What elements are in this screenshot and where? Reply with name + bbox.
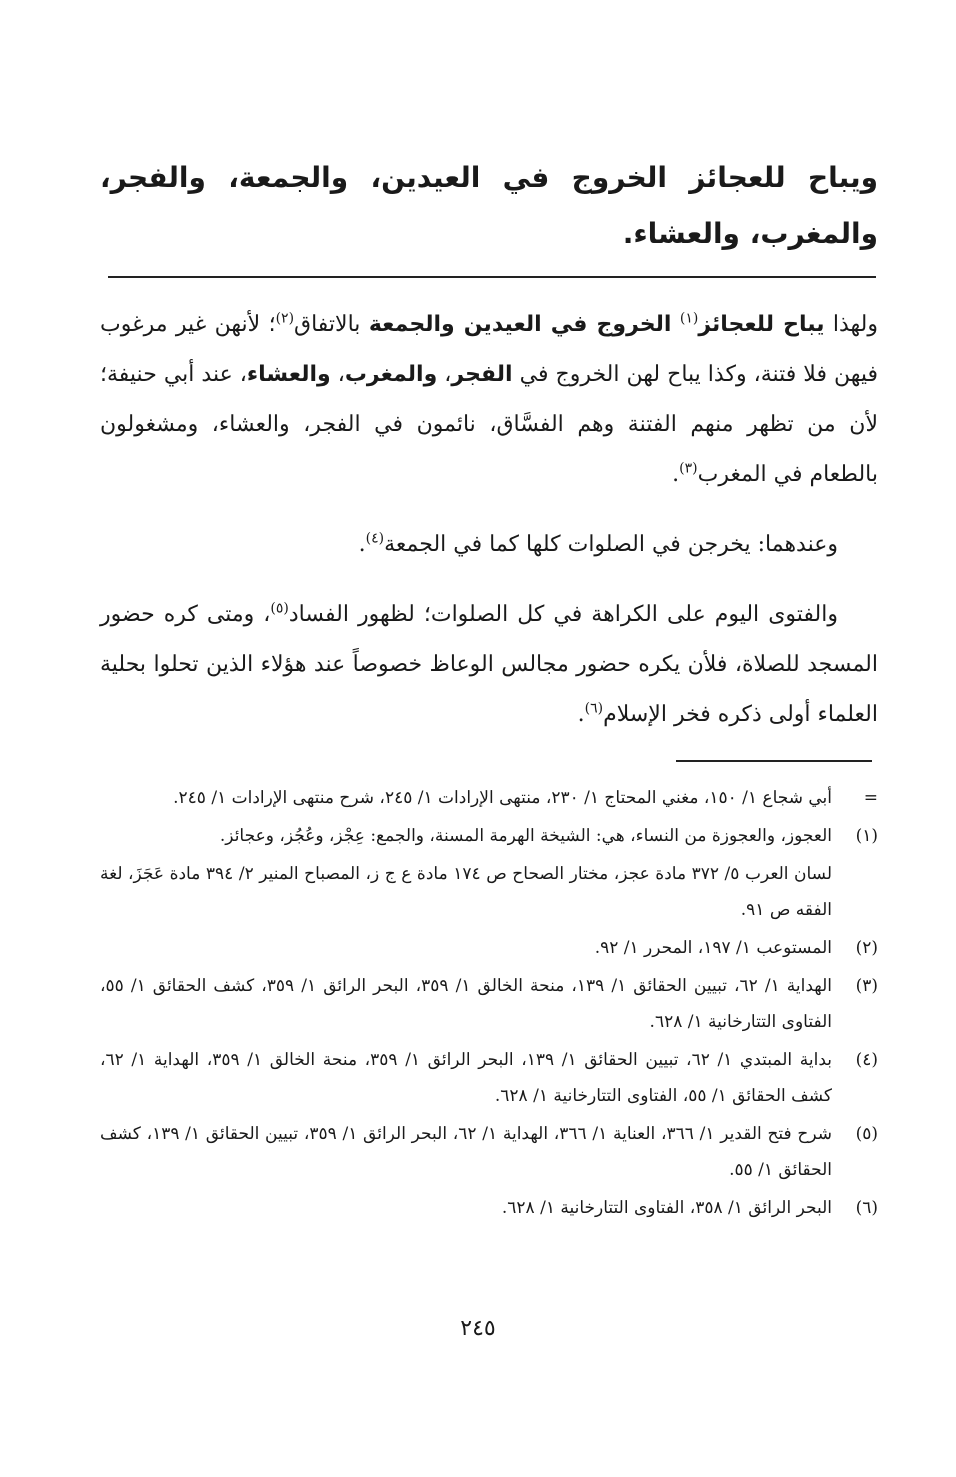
sharh-text: . xyxy=(672,462,680,487)
footnote-ref: (١) xyxy=(679,310,699,327)
footnote-text: البحر الرائق ١/ ٣٥٨، الفتاوى التتارخانية ١/ ٦٢٨. xyxy=(501,1198,832,1218)
footnote-text: شرح فتح القدير ١/ ٣٦٦، العناية ١/ ٣٦٦، الهداية ١/ ٦٢، البحر الرائق ١/ ٣٥٩، تبيين الحقائق ١/ ١٣٩، كشف الحقائق ١/ ٥٥. xyxy=(100,1124,833,1180)
sharh-text: . xyxy=(577,702,585,727)
matn-quote: والمغرب xyxy=(344,362,438,387)
footnote-separator-rule xyxy=(676,760,872,762)
matn-quote: يباح للعجائز xyxy=(698,312,825,337)
footnote-continuation xyxy=(100,780,878,816)
matn-text: ويباح للعجائز الخروج في العيدين، والجمعة، والفجر، والمغرب، والعشاء. xyxy=(100,161,878,250)
sharh-text: وعندهما: يخرجن في الصلوات كلها كما في الجمعة xyxy=(384,532,838,557)
matn-quote: الخروج في العيدين والجمعة xyxy=(368,312,672,337)
sharh-text: ، ومتى كره حضور المسجد للصلاة، فلأن يكره حضور مجالس الوعاظ خصوصاً عند هؤلاء الذين تحلوا بحلية العلماء أولى ذكره فخر الإسلام xyxy=(100,602,878,727)
sharh-text: ؛ لأنهن غير مرغوب فيهن فلا فتنة، وكذا يباح لهن الخروج في xyxy=(100,312,879,387)
continuation-marker: = xyxy=(863,788,878,808)
sharh-paragraph-2 xyxy=(100,520,878,570)
footnote-text: أبي شجاع ١/ ١٥٠، مغني المحتاج ١/ ٢٣٠، منتهى الإرادات ١/ ٢٤٥، شرح منتهى الإرادات ١/ ٢٤٥. xyxy=(173,788,832,808)
footnote-text: بداية المبتدي ١/ ٦٢، تبيين الحقائق ١/ ١٣٩، البحر الرائق ١/ ٣٥٩، منحة الخالق ١/ ٣٥٩، الهداية ١/ ٦٢، كشف الحقائق ١/ ٥٥، الفتاوى التتارخانية ١/ ٦٢٨. xyxy=(100,1050,832,1106)
footnote-number: (٦) xyxy=(855,1198,878,1218)
footnote-6 xyxy=(100,1190,878,1226)
footnote-3 xyxy=(100,968,878,1040)
sharh-text: ، xyxy=(437,362,452,387)
footnote-2 xyxy=(100,930,878,966)
sharh-paragraph-1 xyxy=(100,300,878,500)
sharh-text: والفتوى اليوم على الكراهة في كل الصلوات؛ لظهور الفساد xyxy=(288,602,838,627)
footnote-ref: (٢) xyxy=(275,310,295,327)
footnote-ref: (٤) xyxy=(365,530,385,547)
footnote-ref: (٣) xyxy=(679,460,698,477)
matn-quote: الفجر xyxy=(451,362,513,387)
sharh-body xyxy=(100,300,878,760)
footnote-4 xyxy=(100,1042,878,1114)
sharh-paragraph-3 xyxy=(100,590,878,740)
footnote-5 xyxy=(100,1116,878,1188)
matn-separator-rule xyxy=(108,276,876,278)
footnote-1 xyxy=(100,818,878,854)
sharh-text xyxy=(671,312,679,337)
footnote-ref: (٦) xyxy=(584,700,604,717)
footnote-1-sources: لسان العرب ٥/ ٣٧٢ مادة عجز، مختار الصحاح ص ١٧٤ مادة ع ج ز، المصباح المنير ٢/ ٣٩٤ مادة عَجَزَ، لغة الفقه ص ٩١. xyxy=(100,864,833,920)
footnotes-section xyxy=(100,780,878,1228)
sharh-text: . xyxy=(358,532,366,557)
footnote-number: (٥) xyxy=(855,1124,878,1144)
footnote-ref: (٥) xyxy=(270,600,289,617)
footnote-number: (١) xyxy=(855,826,878,846)
sharh-text: ولهذا xyxy=(824,312,879,337)
matn-quote: والعشاء xyxy=(246,362,331,387)
sharh-text: ، عند أبي حنيفة؛ لأن من تظهر منهم الفتنة وهم الفسَّاق، نائمون في الفجر، والعشاء، ومشغولون بالطعام في المغرب xyxy=(100,362,878,487)
footnote-text: العجوز، والعجوزة من النساء، هي: الشيخة الهرمة المسنة، والجمع: عِجْز، وعُجُز، وعجائز. xyxy=(219,826,832,846)
footnote-number: (٣) xyxy=(855,976,878,996)
page-number: ٢٤٥ xyxy=(460,1316,496,1341)
footnote-number: (٤) xyxy=(855,1050,878,1070)
footnote-text: الهداية ١/ ٦٢، تبيين الحقائق ١/ ١٣٩، منحة الخالق ١/ ٣٥٩، البحر الرائق ١/ ٣٥٩، كشف الحقائق ١/ ٥٥، الفتاوى التتارخانية ١/ ٦٢٨. xyxy=(100,976,832,1032)
footnote-text: المستوعب ١/ ١٩٧، المحرر ١/ ٩٢. xyxy=(594,938,832,958)
sharh-text: بالاتفاق xyxy=(294,312,369,337)
footnote-number: (٢) xyxy=(855,938,878,958)
sharh-text: ، xyxy=(330,362,345,387)
